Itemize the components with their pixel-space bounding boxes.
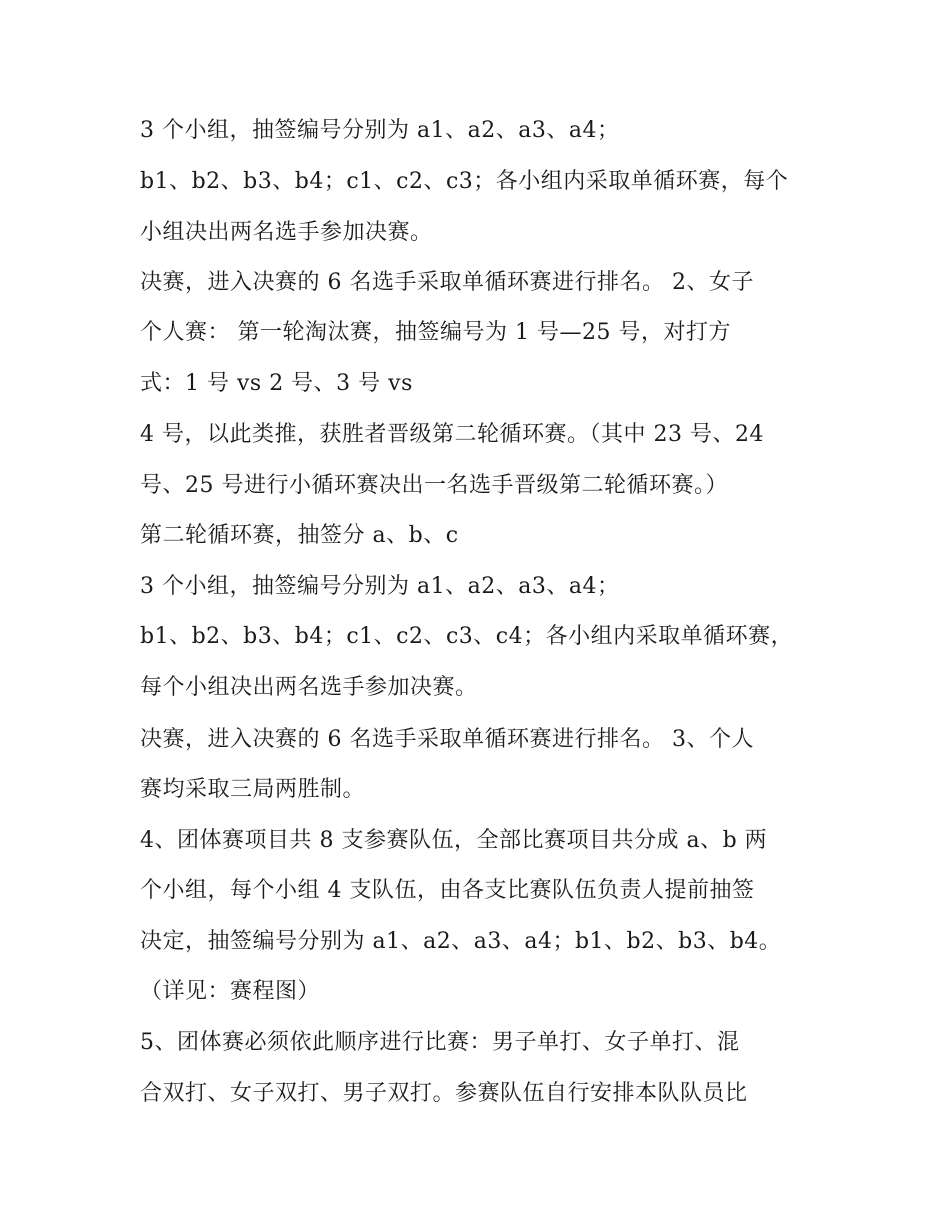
- text-line-6: 式：1 号 vs 2 号、3 号 vs: [140, 371, 413, 396]
- text-line-15: 4、团体赛项目共 8 支参赛队伍，全部比赛项目共分成 a、b 两: [140, 828, 768, 853]
- text-line-5: 个人赛： 第一轮淘汰赛，抽签编号为 1 号—25 号，对打方: [140, 320, 731, 345]
- text-line-3: 小组决出两名选手参加决赛。: [140, 220, 433, 245]
- text-line-20: 合双打、女子双打、男子双打。参赛队伍自行安排本队队员比: [140, 1081, 748, 1106]
- text-line-1: 3 个小组，抽签编号分别为 a1、a2、a3、a4；: [140, 118, 620, 143]
- text-line-14: 赛均采取三局两胜制。: [140, 777, 366, 802]
- text-line-13: 决赛，进入决赛的 6 名选手采取单循环赛进行排名。 3、个人: [140, 727, 754, 752]
- text-line-2: b1、b2、b3、b4；c1、c2、c3；各小组内采取单循环赛，每个: [140, 169, 789, 194]
- text-line-7: 4 号，以此类推，获胜者晋级第二轮循环赛。（其中 23 号、24: [140, 422, 764, 447]
- text-line-16: 个小组，每个小组 4 支队伍，由各支比赛队伍负责人提前抽签: [140, 878, 755, 903]
- text-line-10: 3 个小组，抽签编号分别为 a1、a2、a3、a4；: [140, 574, 620, 599]
- text-line-17: 决定，抽签编号分别为 a1、a2、a3、a4；b1、b2、b3、b4。: [140, 929, 782, 954]
- text-line-4: 决赛，进入决赛的 6 名选手采取单循环赛进行排名。 2、女子: [140, 270, 754, 295]
- text-line-19: 5、团体赛必须依此顺序进行比赛：男子单打、女子单打、混: [140, 1030, 740, 1055]
- text-line-9: 第二轮循环赛，抽签分 a、b、c: [140, 523, 459, 548]
- text-line-11: b1、b2、b3、b4；c1、c2、c3、c4；各小组内采取单循环赛，: [140, 624, 794, 649]
- text-line-12: 每个小组决出两名选手参加决赛。: [140, 675, 478, 700]
- text-line-8: 号、25 号进行小循环赛决出一名选手晋级第二轮循环赛。）: [140, 473, 728, 498]
- text-line-18: （详见：赛程图）: [140, 979, 321, 1004]
